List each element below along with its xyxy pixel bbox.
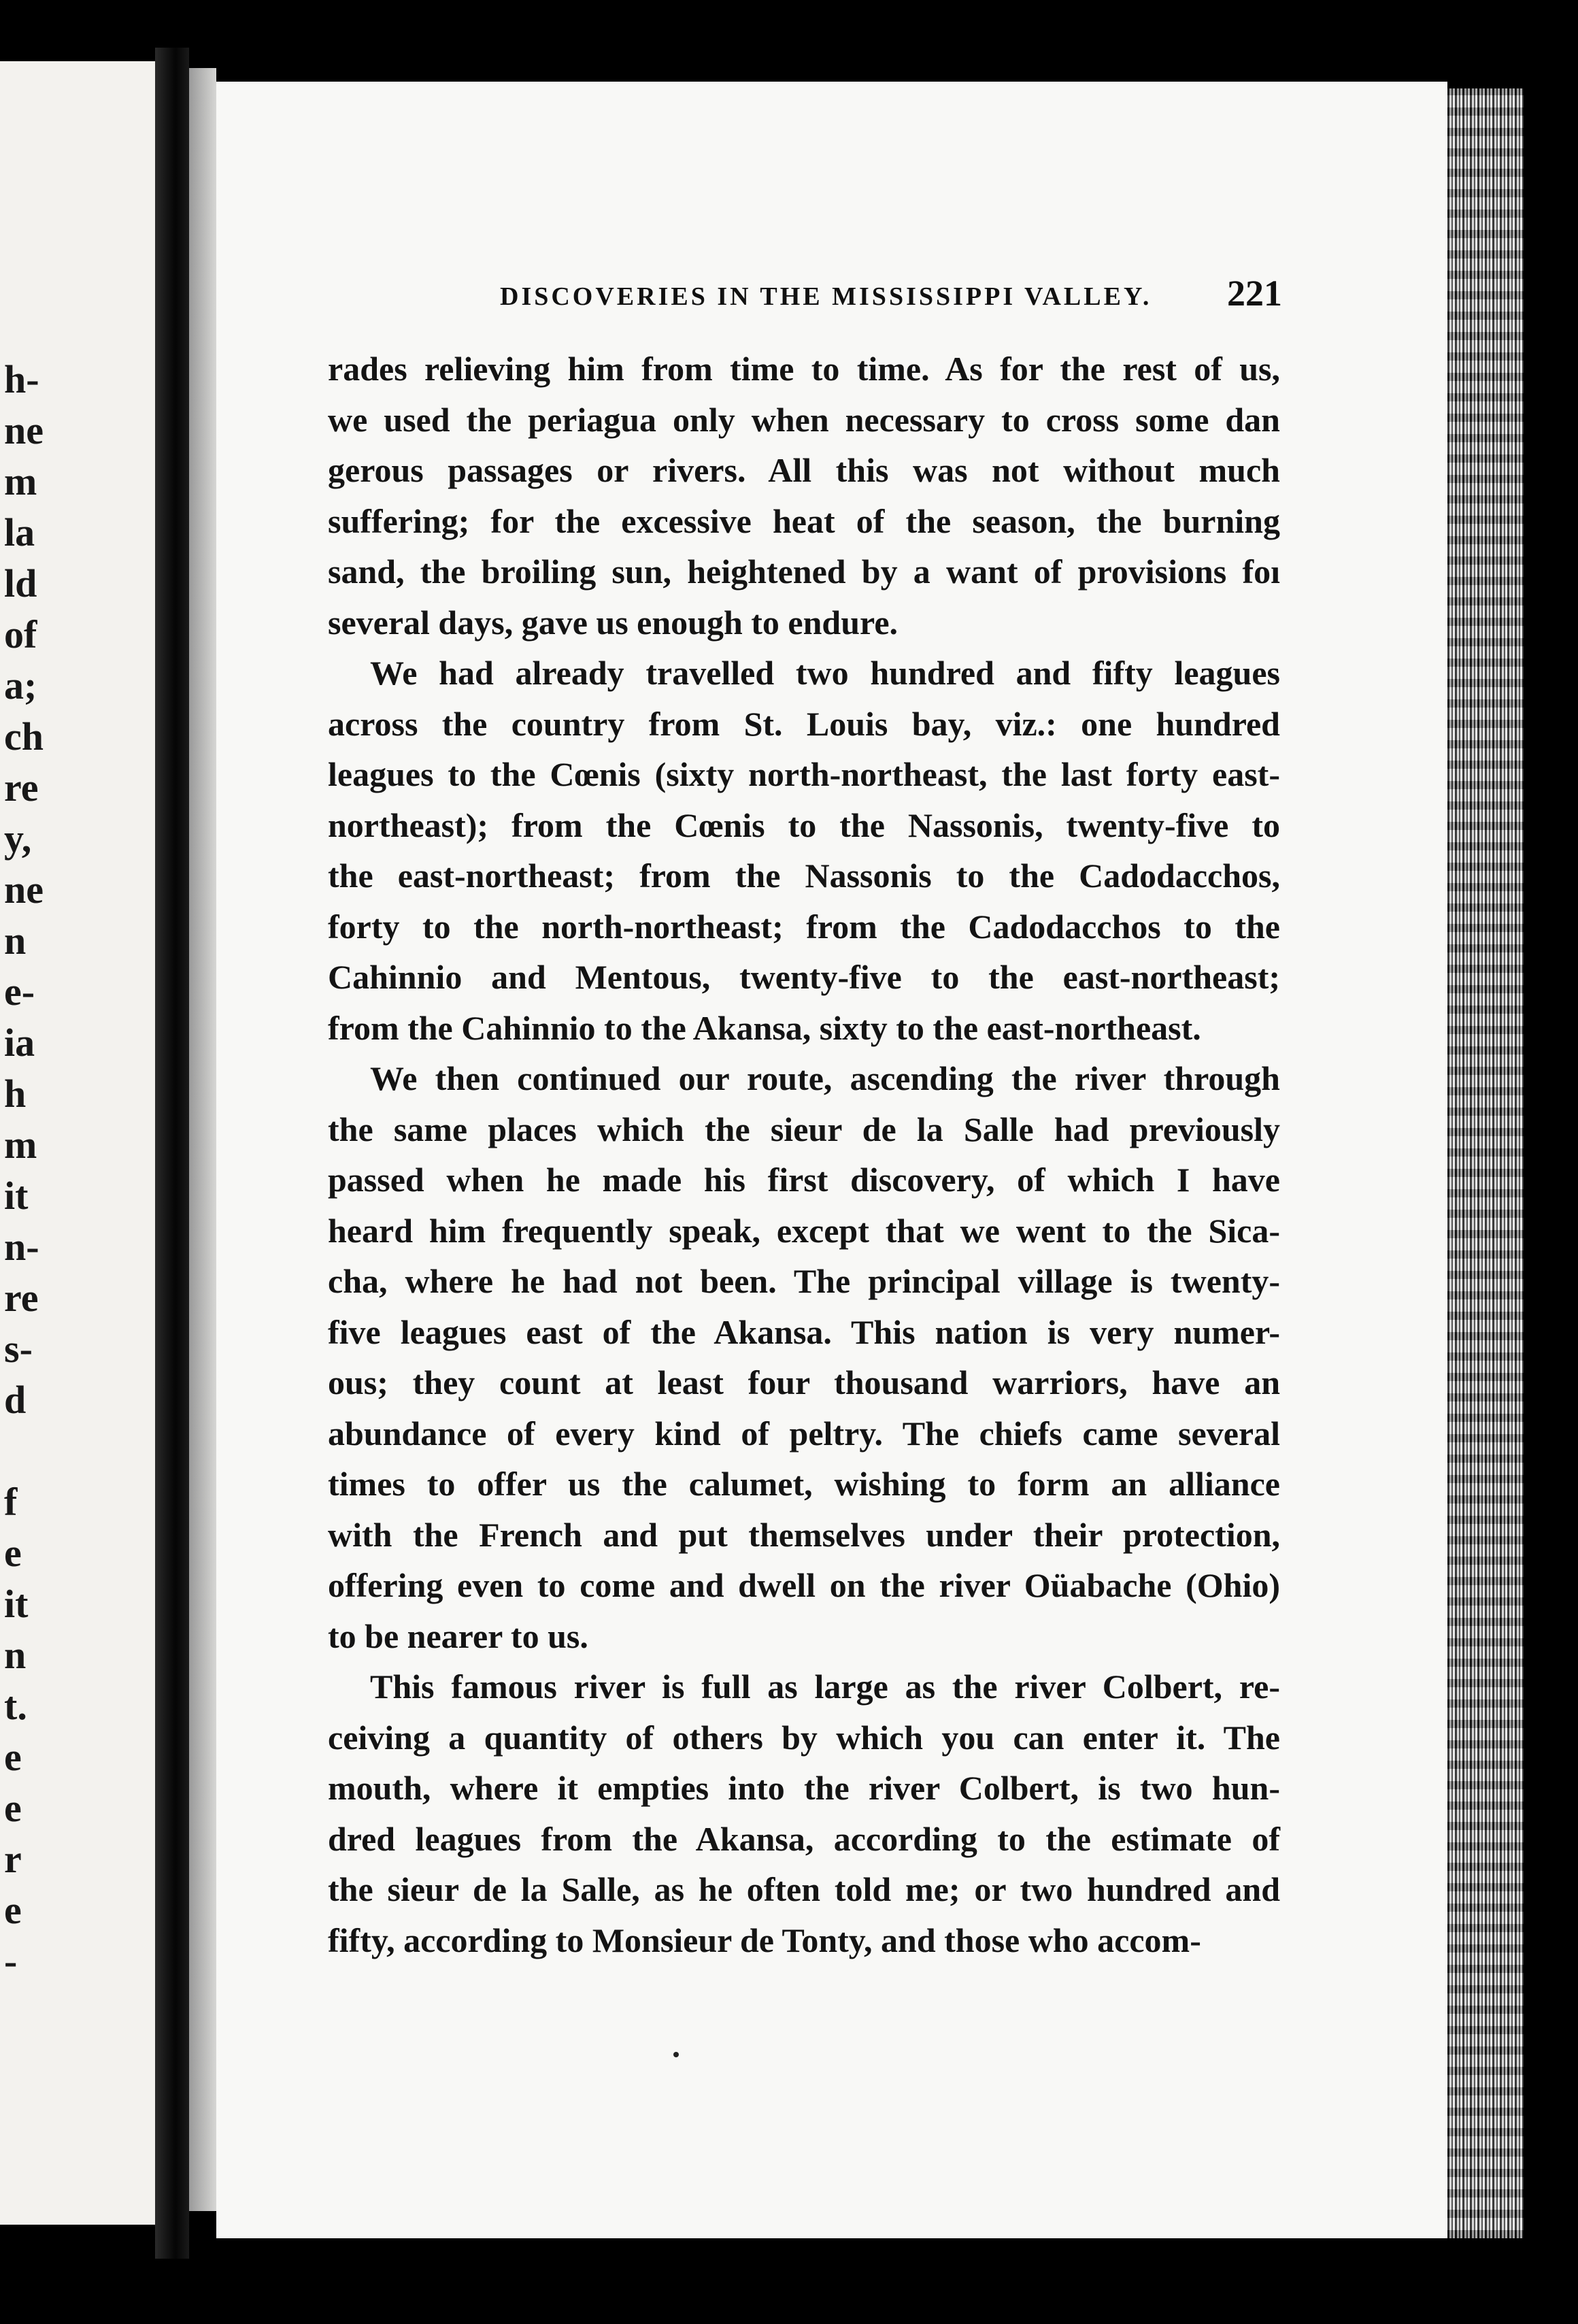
- text-line: northeast); from the Cœnis to the Nassonis, twenty-five to: [328, 806, 1280, 844]
- page-edge-stack: [1447, 88, 1524, 2238]
- paragraph: [328, 1053, 1280, 1661]
- text-line: the same places which the sieur de la Salle had previously: [328, 1110, 1280, 1148]
- page-number: 221: [1227, 273, 1282, 314]
- text-line: sand, the broiling sun, heightened by a want of provisions foı: [328, 552, 1280, 591]
- ink-speck: [673, 2052, 679, 2057]
- text-line: rades relieving him from time to time. As for the rest of us,: [328, 350, 1280, 388]
- paragraph: [328, 648, 1280, 1053]
- text-line: suffering; for the excessive heat of the season, the burning: [328, 501, 1280, 540]
- text-line: This famous river is full as large as the river Colbert, re-: [370, 1667, 1280, 1706]
- gutter-shadow: [189, 68, 216, 2211]
- text-line: fifty, according to Monsieur de Tonty, and those who accom-: [328, 1921, 1201, 1959]
- text-line: leagues to the Cœnis (sixty north-northeast, the last forty east-: [328, 755, 1280, 793]
- text-line: Cahinnio and Mentous, twenty-five to the east-northeast;: [328, 958, 1280, 996]
- text-line: mouth, where it empties into the river Colbert, is two hun-: [328, 1769, 1280, 1807]
- text-line: cha, where he had not been. The principal village is twenty-: [328, 1262, 1280, 1300]
- text-line: the east-northeast; from the Nassonis to the Cadodacchos,: [328, 857, 1280, 895]
- text-line: times to offer us the calumet, wishing to form an alliance: [328, 1465, 1280, 1503]
- text-line: We then continued our route, ascending the river through: [370, 1059, 1280, 1097]
- text-line: passed when he made his first discovery, of which I have: [328, 1161, 1280, 1199]
- text-line: forty to the north-northeast; from the Cadodacchos to the: [328, 907, 1280, 946]
- text-line: offering even to come and dwell on the river Oüabache (Ohio): [328, 1566, 1280, 1604]
- text-line: heard him frequently speak, except that we went to the Sica-: [328, 1211, 1280, 1250]
- previous-page: [0, 61, 155, 2225]
- paragraph: [328, 344, 1280, 648]
- text-line: across the country from St. Louis bay, viz.: one hundred: [328, 704, 1280, 743]
- text-line: we used the periagua only when necessary to cross some dan: [328, 400, 1280, 439]
- text-line: gerous passages or rivers. All this was not without much: [328, 451, 1280, 489]
- previous-page-text-fragment: h- ne m la ld of a; ch re y, ne n e- ia h m it n- re s- d f e it n t. e e r e -: [4, 357, 44, 1983]
- text-line: several days, gave us enough to endure.: [328, 603, 899, 642]
- page-header: [500, 272, 1282, 327]
- book-gutter: [155, 48, 189, 2259]
- paragraph: [328, 1661, 1280, 1965]
- text-line: abundance of every kind of peltry. The chiefs came several: [328, 1414, 1280, 1452]
- text-line: the sieur de la Salle, as he often told me; or two hundred and: [328, 1870, 1280, 1908]
- text-line: We had already travelled two hundred and fifty leagues: [370, 654, 1280, 692]
- running-title: DISCOVERIES IN THE MISSISSIPPI VALLEY.: [500, 282, 1152, 311]
- text-line: to be nearer to us.: [328, 1616, 588, 1655]
- body-text: [328, 344, 1280, 1965]
- text-line: ous; they count at least four thousand warriors, have an: [328, 1363, 1280, 1401]
- text-line: from the Cahinnio to the Akansa, sixty to the east-northeast.: [328, 1008, 1201, 1047]
- text-line: ceiving a quantity of others by which you can enter it. The: [328, 1718, 1280, 1757]
- text-line: with the French and put themselves under their protection,: [328, 1515, 1280, 1554]
- text-line: dred leagues from the Akansa, according to the estimate of: [328, 1819, 1280, 1858]
- text-line: five leagues east of the Akansa. This nation is very numer-: [328, 1312, 1280, 1351]
